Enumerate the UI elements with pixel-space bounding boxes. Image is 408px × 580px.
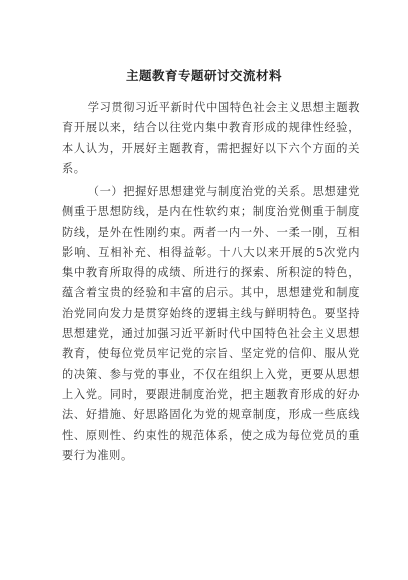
intro-paragraph: 学习贯彻习近平新时代中国特色社会主义思想主题教育开展以来，结合以往党内集中教育形成的规律性经验，本人认为，开展好主题教育，需把握好以下六个方面的关系。 — [62, 101, 360, 175]
section-one-paragraph: （一）把握好思想建党与制度治党的关系。思想建党侧重于思想防线，是内在性软约束；制度治党侧重于制度防线，是外在性刚约束。两者一内一外、一柔一刚，互相影响、互相补充、相得益彰。十八大以来开展的5次党内集中教育所取得的成绩、所进行的探索、所积淀的特色，蕴含着宝贵的经验和丰富的启示。其中，思想建党和制度治党同向发力是贯穿始终的逻辑主线与鲜明特色。要坚持思想建党，通过加强习近平新时代中国特色社会主义思想教育，使每位党员牢记党的宗旨、坚定党的信仰、服从党的决策、参与党的事业，不仅在组织上入党，更要从思想上入党。同时，要跟进制度治党，把主题教育形成的好办法、好措施、好思路固化为党的规章制度，形成一些底线性、原则性、约束性的规范体系，使之成为每位党员的重要行为准则。 — [62, 185, 360, 462]
body-paragraph-container — [62, 98, 360, 179]
document-title: 主题教育专题研讨交流材料 — [125, 68, 282, 83]
body-paragraph-container — [62, 182, 360, 466]
